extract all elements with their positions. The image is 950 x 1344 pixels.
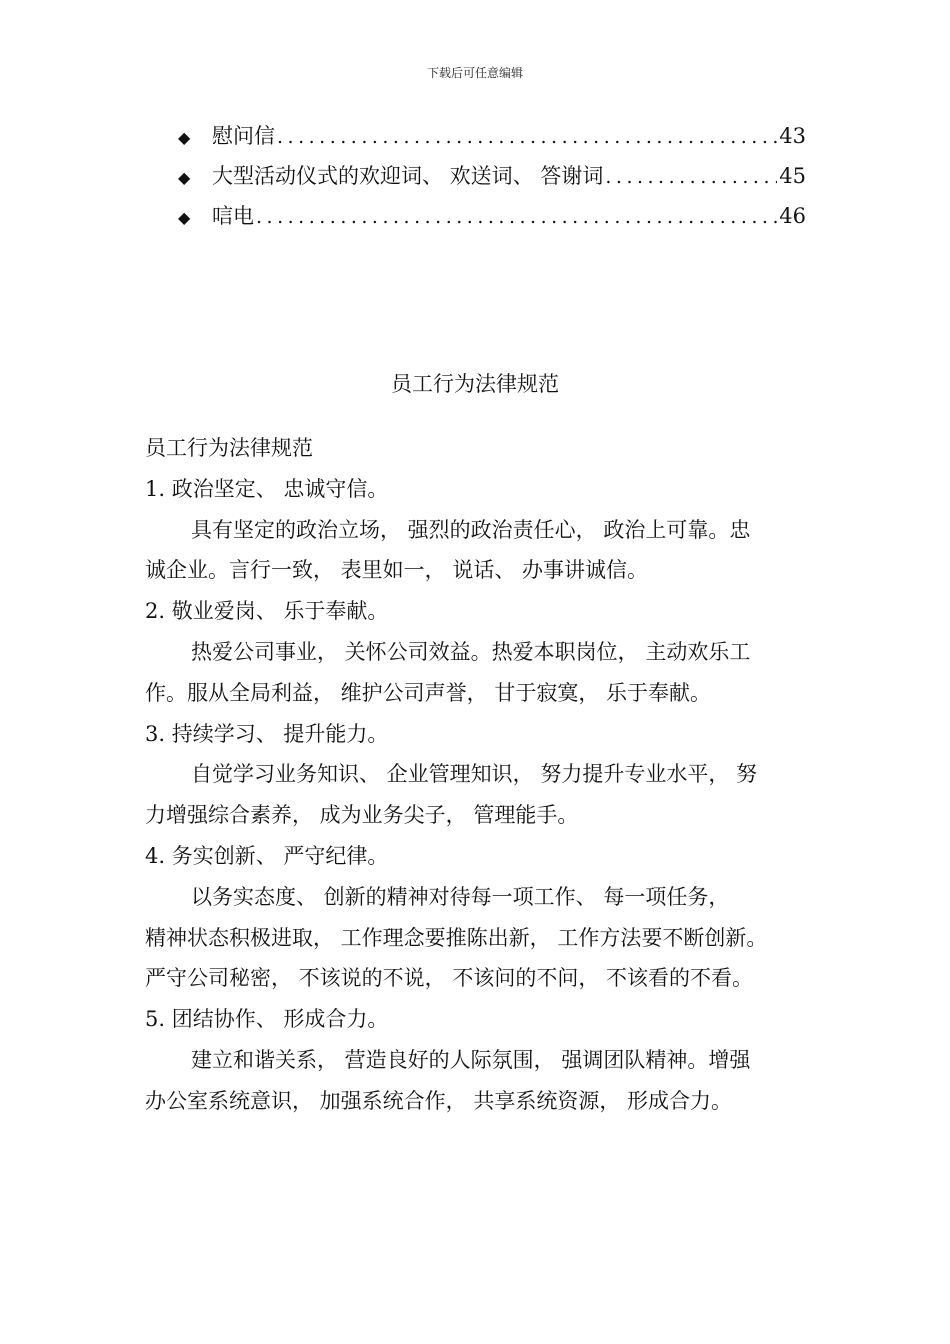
section-heading: 4. 务实创新、 严守纪律。	[145, 843, 389, 868]
table-of-contents	[178, 120, 806, 240]
section-heading: 3. 持续学习、 提升能力。	[145, 721, 389, 746]
toc-leader-dots	[256, 206, 777, 228]
document-title: 员工行为法律规范	[391, 372, 559, 396]
paragraph-line: 严守公司秘密， 不该说的不说， 不该问的不问， 不该看的不看。	[145, 966, 754, 991]
section-heading: 1. 政治坚定、 忠诚守信。	[145, 476, 389, 501]
paragraph-line: 建立和谐关系， 营造良好的人际氛围， 强调团队精神。增强	[191, 1047, 751, 1072]
paragraph-line: 以务实态度、 创新的精神对待每一项工作、 每一项任务，	[191, 884, 730, 909]
paragraph-line: 具有坚定的政治立场， 强烈的政治责任心， 政治上可靠。忠	[191, 517, 751, 542]
diamond-bullet-icon: ◆	[178, 208, 191, 227]
paragraph-line: 力增强综合素养， 成为业务尖子， 管理能手。	[145, 803, 579, 828]
toc-entry-title: 唁电	[212, 204, 254, 228]
body-subtitle: 员工行为法律规范	[145, 436, 313, 460]
toc-entry-page: 46	[779, 204, 806, 228]
toc-entry-title: 大型活动仪式的欢迎词、 欢送词、 答谢词	[212, 164, 604, 188]
section-heading: 5. 团结协作、 形成合力。	[145, 1007, 389, 1032]
toc-entry[interactable]	[178, 160, 806, 200]
section-heading: 2. 敬业爱岗、 乐于奉献。	[145, 599, 389, 624]
toc-leader-dots	[605, 166, 777, 188]
toc-entry[interactable]	[178, 120, 806, 160]
toc-entry-page: 45	[779, 164, 806, 188]
toc-entry-title: 慰问信	[212, 124, 275, 148]
diamond-bullet-icon: ◆	[178, 168, 191, 187]
paragraph-line: 办公室系统意识， 加强系统合作， 共享系统资源， 形成合力。	[145, 1088, 733, 1113]
paragraph-line: 诚企业。言行一致， 表里如一， 说话、 办事讲诚信。	[145, 558, 649, 583]
toc-entry-page: 43	[779, 124, 806, 148]
toc-entry[interactable]	[178, 200, 806, 240]
page-header-note: 下载后可任意编辑	[426, 66, 523, 80]
paragraph-line: 自觉学习业务知识、 企业管理知识， 努力提升专业水平， 努	[191, 762, 758, 787]
diamond-bullet-icon: ◆	[178, 128, 191, 147]
document-body	[145, 428, 815, 1122]
toc-leader-dots	[277, 126, 777, 148]
paragraph-line: 热爱公司事业， 关怀公司效益。热爱本职岗位， 主动欢乐工	[191, 639, 751, 664]
paragraph-line: 精神状态积极进取， 工作理念要推陈出新， 工作方法要不断创新。	[145, 925, 768, 950]
paragraph-line: 作。服从全局利益， 维护公司声誉， 甘于寂寞， 乐于奉献。	[145, 680, 712, 705]
